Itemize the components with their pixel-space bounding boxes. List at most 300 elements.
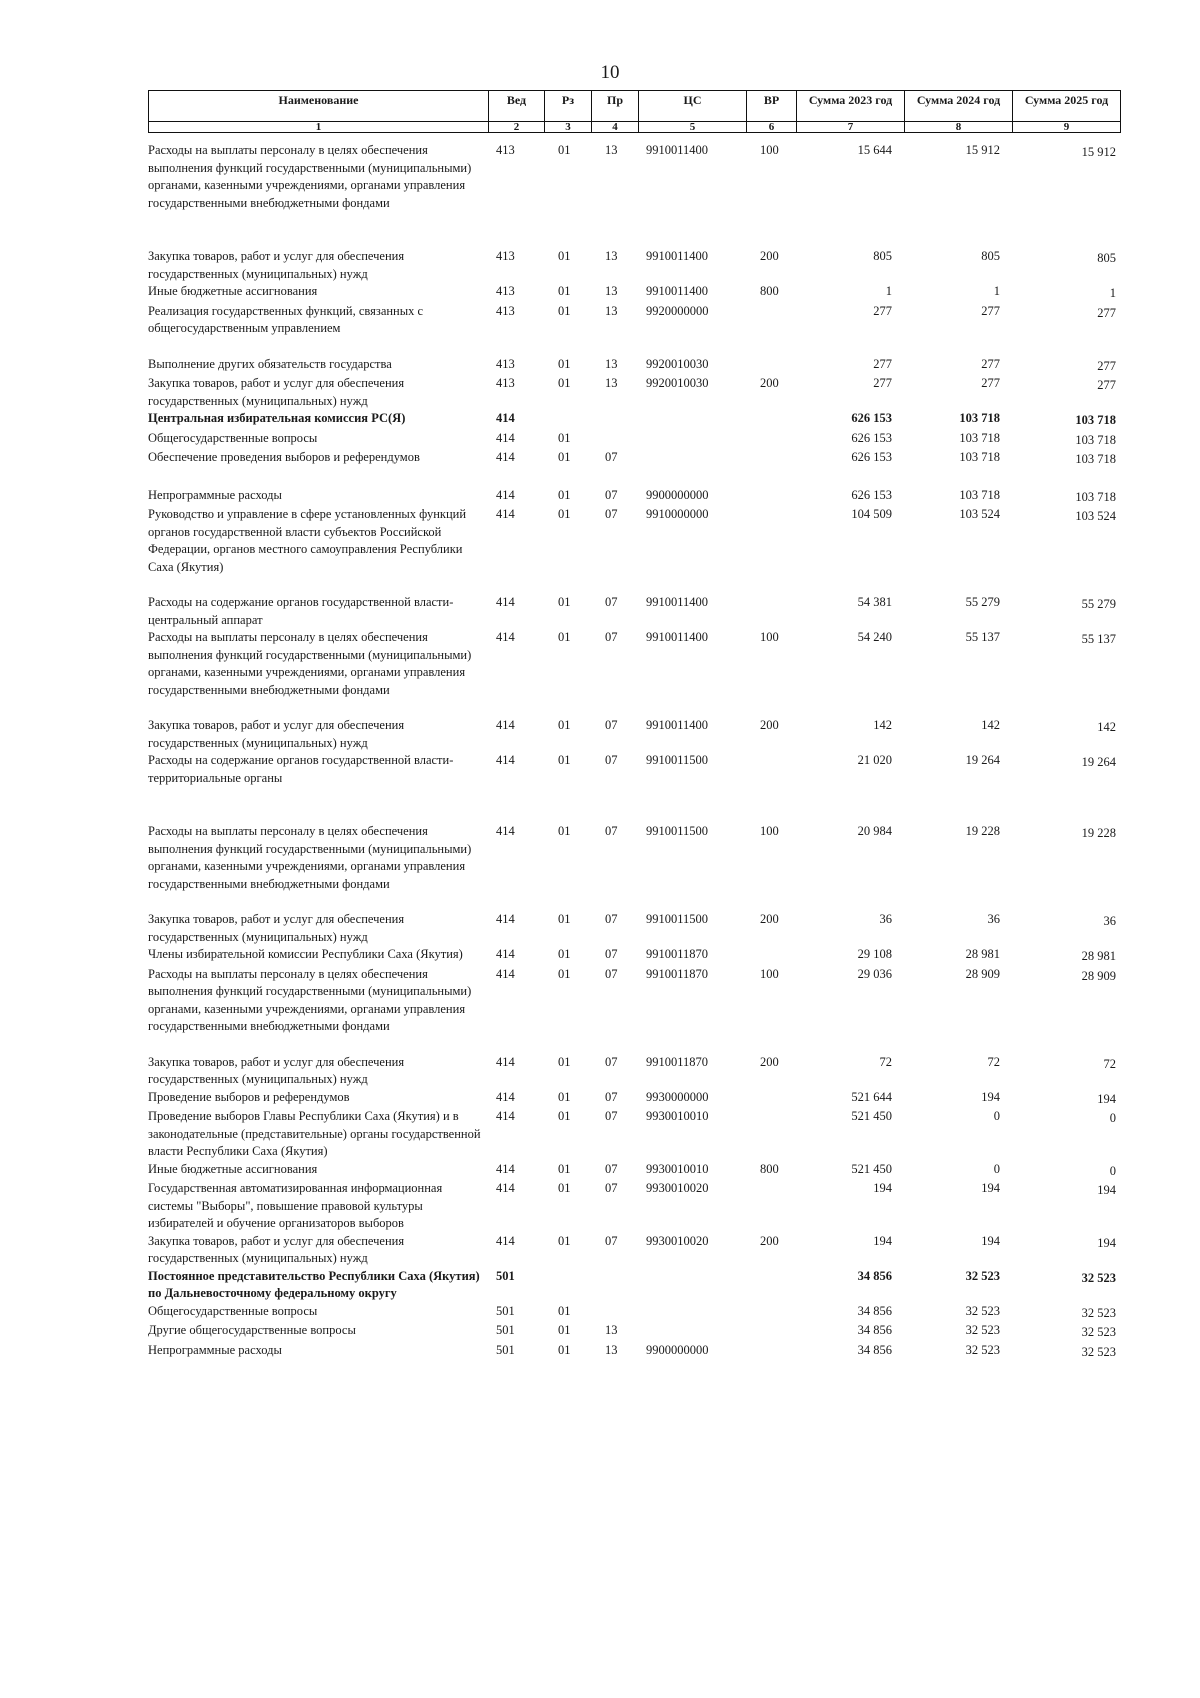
row-ved: 413	[496, 143, 515, 157]
table-row	[148, 487, 1120, 507]
row-vr	[746, 1089, 796, 1109]
row-rz: 01	[558, 249, 571, 263]
row-ved: 414	[496, 753, 515, 767]
row-name: Непрограммные расходы	[148, 1342, 282, 1357]
row-pr: 07	[605, 450, 618, 464]
table-row	[148, 1089, 1120, 1109]
table-row	[148, 430, 1120, 450]
row-pr: 13	[605, 249, 618, 263]
row-sum-2025: 103 524	[1075, 509, 1116, 523]
row-rz: 01	[558, 284, 571, 298]
row-sum-2025: 32 523	[1081, 1305, 1116, 1320]
row-sum-2025: 805	[1097, 251, 1116, 265]
row-sum-2024: 103 718	[959, 487, 1000, 502]
row-pr: 07	[605, 966, 618, 981]
row-name: Общегосударственные вопросы	[148, 430, 318, 445]
row-sum-2024: 805	[981, 249, 1000, 263]
row-name: Закупка товаров, работ и услуг для обеспечения государственных (муниципальных) нужд	[148, 912, 405, 944]
row-name: Реализация государственных функций, связанных с общегосударственным управлением	[148, 303, 424, 335]
row-name: Общегосударственные вопросы	[148, 1303, 318, 1318]
row-name: Другие общегосударственные вопросы	[148, 1323, 356, 1337]
row-ved: 413	[496, 303, 515, 318]
table-row	[148, 911, 1120, 946]
row-sum-2023: 34 856	[857, 1342, 892, 1357]
table-row	[148, 303, 1120, 356]
budget-table	[148, 142, 1120, 1361]
row-sum-2025: 194	[1097, 1235, 1116, 1250]
row-vr: 200	[760, 1054, 779, 1069]
row-sum-2025: 103 718	[1075, 413, 1116, 427]
row-sum-2024: 28 909	[965, 966, 1000, 981]
row-sum-2023: 521 450	[851, 1161, 892, 1176]
row-vr	[746, 946, 796, 966]
row-cs: 9910011400	[646, 249, 709, 263]
column-header-sum-2025: Сумма 2025 год	[1013, 91, 1121, 122]
row-sum-2023: 29 036	[857, 966, 892, 981]
row-cs: 9920010030	[646, 356, 709, 371]
row-ved: 414	[496, 595, 515, 609]
row-sum-2024: 55 137	[965, 630, 1000, 644]
row-sum-2024: 103 718	[959, 430, 1000, 445]
row-sum-2025: 0	[1109, 1111, 1116, 1125]
row-sum-2024: 1	[993, 284, 1000, 298]
row-sum-2024: 72	[987, 1054, 1000, 1069]
row-vr	[746, 506, 796, 594]
row-sum-2025: 103 718	[1075, 432, 1116, 447]
row-sum-2023: 626 153	[851, 487, 892, 502]
row-cs	[638, 1322, 746, 1342]
row-sum-2023: 194	[873, 1233, 892, 1248]
row-sum-2023: 277	[873, 356, 892, 371]
row-vr: 200	[760, 249, 779, 263]
column-header-ved: Вед	[489, 91, 545, 122]
row-rz	[544, 410, 591, 430]
row-pr: 07	[605, 1233, 618, 1248]
row-vr	[746, 1180, 796, 1233]
row-sum-2024: 103 718	[959, 450, 1000, 464]
row-ved: 413	[496, 376, 515, 390]
column-number: 9	[1013, 122, 1121, 133]
row-sum-2024: 103 718	[959, 411, 1000, 425]
row-vr: 100	[760, 143, 779, 157]
row-rz: 01	[558, 912, 571, 926]
table-row	[148, 752, 1120, 823]
row-name: Расходы на выплаты персоналу в целях обеспечения выполнения функций государственными (муниципальными) органами, казенными учреждениями, органами управления государственными внебюджетными фондами	[148, 143, 472, 210]
row-pr: 07	[605, 947, 618, 961]
row-pr: 07	[605, 630, 618, 644]
row-sum-2025: 55 279	[1081, 597, 1116, 611]
row-name: Выполнение других обязательств государства	[148, 356, 392, 371]
row-cs: 9910011400	[646, 143, 709, 157]
row-rz: 01	[558, 1342, 571, 1357]
row-pr: 07	[605, 824, 618, 838]
table-row	[148, 1303, 1120, 1323]
row-ved: 501	[496, 1323, 515, 1337]
row-name: Закупка товаров, работ и услуг для обеспечения государственных (муниципальных) нужд	[148, 718, 405, 750]
row-sum-2024: 0	[993, 1109, 1000, 1123]
table-row	[148, 142, 1120, 248]
row-sum-2025: 15 912	[1081, 145, 1116, 159]
row-vr: 100	[760, 824, 779, 838]
row-sum-2025: 194	[1097, 1091, 1116, 1106]
row-sum-2024: 55 279	[965, 595, 1000, 609]
table-row	[148, 1054, 1120, 1089]
row-vr	[746, 303, 796, 356]
row-sum-2024: 194	[981, 1233, 1000, 1248]
row-name: Проведение выборов и референдумов	[148, 1089, 350, 1104]
row-pr: 07	[605, 1054, 618, 1069]
row-cs: 9910011400	[646, 718, 709, 732]
row-sum-2025: 72	[1103, 1056, 1116, 1071]
row-sum-2023: 15 644	[857, 143, 892, 157]
column-number: 2	[489, 122, 545, 133]
table-row	[148, 1268, 1120, 1303]
row-sum-2023: 194	[873, 1181, 892, 1195]
table-row	[148, 717, 1120, 752]
row-sum-2023: 34 856	[857, 1303, 892, 1318]
column-header-cs: ЦС	[639, 91, 747, 122]
table-row	[148, 1233, 1120, 1268]
row-sum-2025: 103 718	[1075, 489, 1116, 504]
row-name: Закупка товаров, работ и услуг для обеспечения государственных (муниципальных) нужд	[148, 249, 405, 281]
row-pr: 13	[605, 376, 618, 390]
table-row	[148, 506, 1120, 594]
row-sum-2025: 28 909	[1081, 968, 1116, 983]
row-ved: 414	[496, 1233, 515, 1248]
row-sum-2023: 521 644	[851, 1089, 892, 1104]
row-sum-2025: 32 523	[1081, 1325, 1116, 1339]
row-sum-2023: 36	[879, 912, 892, 926]
row-rz: 01	[558, 595, 571, 609]
table-row	[148, 283, 1120, 303]
row-sum-2024: 277	[981, 303, 1000, 318]
row-rz: 01	[558, 487, 571, 502]
row-pr	[591, 430, 638, 450]
row-name: Иные бюджетные ассигнования	[148, 1161, 318, 1176]
row-sum-2024: 142	[981, 718, 1000, 732]
row-ved: 413	[496, 249, 515, 263]
table-row	[148, 1180, 1120, 1233]
row-ved: 501	[496, 1303, 515, 1318]
row-ved: 414	[496, 824, 515, 838]
row-vr	[746, 449, 796, 487]
row-rz	[544, 1268, 591, 1303]
row-sum-2025: 19 264	[1081, 755, 1116, 769]
row-sum-2023: 34 856	[857, 1323, 892, 1337]
row-pr: 07	[605, 595, 618, 609]
row-cs: 9930010010	[646, 1161, 709, 1176]
row-pr: 07	[605, 718, 618, 732]
row-name: Расходы на выплаты персоналу в целях обеспечения выполнения функций государственными (муниципальными) органами, казенными учреждениями, органами управления государственными внебюджетными фондами	[148, 824, 472, 891]
column-header-pr: Пр	[592, 91, 639, 122]
row-rz: 01	[558, 1054, 571, 1069]
row-sum-2025: 194	[1097, 1183, 1116, 1197]
row-pr: 07	[605, 912, 618, 926]
row-sum-2024: 15 912	[965, 143, 1000, 157]
table-row	[148, 966, 1120, 1054]
row-pr: 07	[605, 1161, 618, 1176]
row-cs: 9930000000	[646, 1089, 709, 1104]
row-cs: 9910011400	[646, 595, 709, 609]
row-vr	[746, 430, 796, 450]
column-number: 4	[592, 122, 639, 133]
column-header-rz: Рз	[545, 91, 592, 122]
row-sum-2024: 19 228	[965, 824, 1000, 838]
row-sum-2025: 142	[1097, 720, 1116, 734]
row-sum-2023: 277	[873, 376, 892, 390]
row-name: Государственная автоматизированная информационная системы "Выборы", повышение правовой культуры избирателей и обучение организаторов выборов	[148, 1181, 443, 1230]
row-sum-2025: 277	[1097, 378, 1116, 392]
row-vr	[746, 1342, 796, 1362]
column-number: 3	[545, 122, 592, 133]
row-cs: 9930010020	[646, 1181, 709, 1195]
row-cs	[638, 1303, 746, 1323]
row-sum-2023: 142	[873, 718, 892, 732]
column-number: 8	[905, 122, 1013, 133]
table-row	[148, 946, 1120, 966]
row-rz: 01	[558, 966, 571, 981]
row-sum-2025: 103 718	[1075, 452, 1116, 466]
table-row	[148, 356, 1120, 376]
row-sum-2023: 626 153	[851, 430, 892, 445]
row-name: Расходы на содержание органов государственной власти- центральный аппарат	[148, 595, 454, 627]
row-cs	[638, 449, 746, 487]
row-cs: 9930010020	[646, 1233, 709, 1248]
row-cs: 9900000000	[646, 1342, 709, 1357]
row-ved: 414	[496, 718, 515, 732]
row-sum-2024: 32 523	[965, 1303, 1000, 1318]
row-vr	[746, 1268, 796, 1303]
row-pr: 13	[605, 143, 618, 157]
row-name: Обеспечение проведения выборов и референдумов	[148, 450, 420, 464]
row-cs: 9910011870	[646, 966, 709, 981]
row-pr: 07	[605, 1181, 618, 1195]
table-row	[148, 594, 1120, 629]
row-vr	[746, 1108, 796, 1161]
row-sum-2025: 277	[1097, 358, 1116, 373]
row-vr	[746, 752, 796, 823]
row-vr: 100	[760, 966, 779, 981]
row-sum-2023: 54 381	[857, 595, 892, 609]
row-vr	[746, 356, 796, 376]
row-name: Расходы на выплаты персоналу в целях обеспечения выполнения функций государственными (муниципальными) органами, казенными учреждениями, органами управления государственными внебюджетными фондами	[148, 630, 472, 697]
row-sum-2024: 28 981	[965, 947, 1000, 961]
row-vr: 200	[760, 1233, 779, 1248]
row-cs: 9910011400	[646, 630, 709, 644]
row-pr	[591, 1303, 638, 1323]
row-rz: 01	[558, 1181, 571, 1195]
row-rz: 01	[558, 824, 571, 838]
row-cs: 9910011870	[646, 1054, 709, 1069]
row-rz: 01	[558, 718, 571, 732]
row-sum-2025: 19 228	[1081, 826, 1116, 840]
row-vr: 200	[760, 912, 779, 926]
row-sum-2024: 103 524	[959, 507, 1000, 521]
row-name: Закупка товаров, работ и услуг для обеспечения государственных (муниципальных) нужд	[148, 1054, 405, 1086]
row-cs	[638, 430, 746, 450]
row-ved: 414	[496, 507, 515, 521]
row-rz: 01	[558, 1109, 571, 1123]
row-sum-2024: 19 264	[965, 753, 1000, 767]
row-sum-2024: 194	[981, 1089, 1000, 1104]
row-rz: 01	[558, 1233, 571, 1248]
row-sum-2025: 28 981	[1081, 949, 1116, 963]
row-cs: 9910011870	[646, 947, 709, 961]
table-header	[148, 90, 1121, 133]
row-rz: 01	[558, 630, 571, 644]
row-sum-2023: 277	[873, 303, 892, 318]
column-number: 1	[149, 122, 489, 133]
row-cs: 9910011400	[646, 284, 709, 298]
column-header-sum-2023: Сумма 2023 год	[797, 91, 905, 122]
row-ved: 501	[496, 1268, 515, 1283]
row-pr: 13	[605, 303, 618, 318]
column-number: 6	[747, 122, 797, 133]
row-ved: 414	[496, 1161, 515, 1176]
row-cs: 9900000000	[646, 487, 709, 502]
row-pr: 07	[605, 1089, 618, 1104]
page-number: 10	[600, 62, 620, 83]
row-rz: 01	[558, 430, 571, 445]
row-sum-2024: 194	[981, 1181, 1000, 1195]
row-cs: 9930010010	[646, 1109, 709, 1123]
row-pr: 07	[605, 507, 618, 521]
column-header-sum-2024: Сумма 2024 год	[905, 91, 1013, 122]
row-name: Иные бюджетные ассигнования	[148, 284, 318, 298]
row-ved: 501	[496, 1342, 515, 1357]
row-pr: 13	[605, 1342, 618, 1357]
row-ved: 414	[496, 966, 515, 981]
row-name: Постоянное представительство Республики Саха (Якутия) по Дальневосточному федеральному округу	[148, 1268, 480, 1300]
row-rz: 01	[558, 143, 571, 157]
row-sum-2023: 54 240	[857, 630, 892, 644]
table-row	[148, 1322, 1120, 1342]
row-rz: 01	[558, 376, 571, 390]
row-name: Центральная избирательная комиссия РС(Я)	[148, 411, 406, 425]
table-row	[148, 248, 1120, 283]
row-ved: 413	[496, 284, 515, 298]
row-vr	[746, 1303, 796, 1323]
row-sum-2023: 34 856	[857, 1268, 892, 1283]
row-sum-2024: 32 523	[965, 1323, 1000, 1337]
row-rz: 01	[558, 947, 571, 961]
row-sum-2025: 32 523	[1081, 1270, 1116, 1285]
row-sum-2024: 32 523	[965, 1268, 1000, 1283]
row-name: Проведение выборов Главы Республики Саха (Якутия) и в законодательные (представительные) органы государственной власти Республики Саха (Якутия)	[148, 1109, 481, 1158]
column-number: 7	[797, 122, 905, 133]
row-name: Члены избирательной комиссии Республики Саха (Якутия)	[148, 947, 463, 961]
column-header-vr: ВР	[747, 91, 797, 122]
row-pr: 07	[605, 753, 618, 767]
row-rz: 01	[558, 303, 571, 318]
row-rz: 01	[558, 1323, 571, 1337]
table-row	[148, 410, 1120, 430]
row-sum-2024: 32 523	[965, 1342, 1000, 1357]
row-vr: 100	[760, 630, 779, 644]
row-sum-2025: 55 137	[1081, 632, 1116, 646]
row-ved: 414	[496, 411, 515, 425]
table-row	[148, 1108, 1120, 1161]
row-ved: 414	[496, 947, 515, 961]
row-ved: 414	[496, 912, 515, 926]
row-pr: 13	[605, 1323, 618, 1337]
column-number: 5	[639, 122, 747, 133]
row-rz: 01	[558, 1089, 571, 1104]
row-vr: 800	[760, 1161, 779, 1176]
row-ved: 414	[496, 1181, 515, 1195]
row-name: Закупка товаров, работ и услуг для обеспечения государственных (муниципальных) нужд	[148, 376, 405, 408]
row-ved: 414	[496, 430, 515, 445]
row-rz: 01	[558, 1161, 571, 1176]
row-sum-2023: 521 450	[851, 1109, 892, 1123]
row-cs	[638, 410, 746, 430]
table-body	[148, 142, 1120, 1361]
row-ved: 414	[496, 1054, 515, 1069]
row-ved: 414	[496, 1109, 515, 1123]
table-row	[148, 629, 1120, 717]
row-ved: 414	[496, 450, 515, 464]
row-name: Руководство и управление в сфере установленных функций органов государственной власти субъектов Российской Федерации, органов местного самоуправления Республики Саха (Якутия)	[148, 507, 467, 574]
row-vr	[746, 1322, 796, 1342]
row-pr: 13	[605, 284, 618, 298]
row-rz: 01	[558, 753, 571, 767]
row-sum-2025: 277	[1097, 305, 1116, 320]
table-row	[148, 1161, 1120, 1181]
row-sum-2023: 21 020	[857, 753, 892, 767]
row-name: Расходы на выплаты персоналу в целях обеспечения выполнения функций государственными (муниципальными) органами, казенными учреждениями, органами управления государственными внебюджетными фондами	[148, 966, 472, 1033]
row-rz: 01	[558, 507, 571, 521]
row-sum-2025: 32 523	[1081, 1344, 1116, 1359]
row-sum-2024: 277	[981, 376, 1000, 390]
row-cs: 9920000000	[646, 303, 709, 318]
row-sum-2023: 626 153	[851, 450, 892, 464]
table-row	[148, 449, 1120, 487]
row-sum-2025: 36	[1103, 914, 1116, 928]
row-rz: 01	[558, 356, 571, 371]
row-pr	[591, 410, 638, 430]
row-sum-2023: 72	[879, 1054, 892, 1069]
row-cs: 9920010030	[646, 376, 709, 390]
row-pr: 07	[605, 1109, 618, 1123]
row-cs: 9910000000	[646, 507, 709, 521]
row-cs	[638, 1268, 746, 1303]
row-sum-2023: 1	[885, 284, 892, 298]
row-vr: 200	[760, 718, 779, 732]
table-row	[148, 1342, 1120, 1362]
row-vr	[746, 487, 796, 507]
row-sum-2025: 0	[1109, 1163, 1116, 1178]
row-rz: 01	[558, 1303, 571, 1318]
column-header-name: Наименование	[149, 91, 489, 122]
row-ved: 413	[496, 356, 515, 371]
row-pr: 13	[605, 356, 618, 371]
table-row	[148, 375, 1120, 410]
row-name: Закупка товаров, работ и услуг для обеспечения государственных (муниципальных) нужд	[148, 1233, 405, 1265]
row-sum-2023: 20 984	[857, 824, 892, 838]
row-pr	[591, 1268, 638, 1303]
row-ved: 414	[496, 487, 515, 502]
row-rz: 01	[558, 450, 571, 464]
row-cs: 9910011500	[646, 753, 709, 767]
row-vr: 200	[760, 376, 779, 390]
row-sum-2023: 626 153	[851, 411, 892, 425]
row-ved: 414	[496, 630, 515, 644]
table-row	[148, 823, 1120, 911]
row-sum-2025: 1	[1109, 286, 1116, 300]
row-cs: 9910011500	[646, 912, 709, 926]
row-ved: 414	[496, 1089, 515, 1104]
row-sum-2023: 104 509	[851, 507, 892, 521]
